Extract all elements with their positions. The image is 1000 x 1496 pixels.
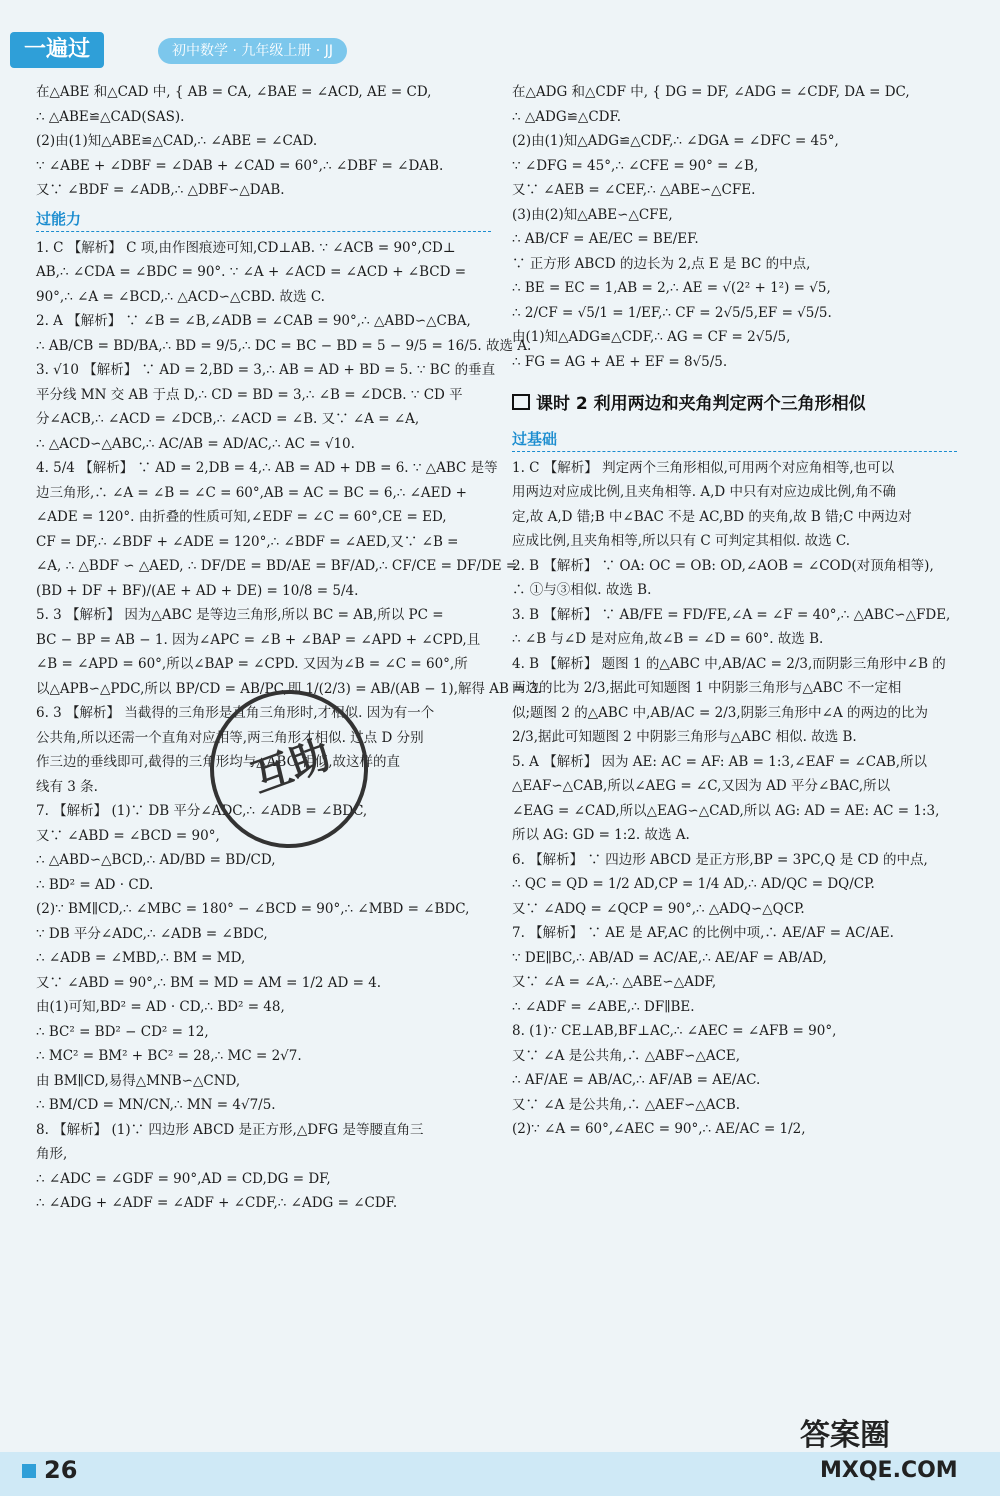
- page-number: 26: [44, 1456, 78, 1484]
- text-line: 角形,: [36, 1146, 68, 1162]
- text-line: (2)∵ BM∥CD,∴ ∠MBC = 180° − ∠BCD = 90°,∴ ∠MBD = ∠BDC,: [36, 901, 470, 917]
- text-line: 7. 【解析】 ∵ AE 是 AF,AC 的比例中项,∴ AE/AF = AC/AE.: [512, 925, 894, 941]
- text-line: 应成比例,且夹角相等,所以只有 C 可判定其相似. 故选 C.: [512, 533, 851, 549]
- text-line: ∵ ∠ABE + ∠DBF = ∠DAB + ∠CAD = 60°,∴ ∠DBF = ∠DAB.: [36, 157, 444, 174]
- text-line: 在△ABE 和△CAD 中, { AB = CA, ∠BAE = ∠ACD, AE = CD,: [36, 84, 432, 100]
- text-line: 分∠ACB,∴ ∠ACD = ∠DCB,∴ ∠ACD = ∠B. 又∵ ∠A = ∠A,: [36, 411, 420, 427]
- text-line: 似;题图 2 的△ABC 中,AB/AC = 2/3,阴影三角形中∠A 的两边的比为: [512, 704, 928, 721]
- text-line: 90°,∴ ∠A = ∠BCD,∴ △ACD∽△CBD. 故选 C.: [36, 288, 325, 305]
- text-line: ∴ ∠ADB = ∠MBD,∴ BM = MD,: [36, 950, 246, 966]
- text-line: ∴ 2/CF = √5/1 = 1/EF,∴ CF = 2√5/5,EF = √5/5.: [512, 304, 832, 321]
- text-line: (2)由(1)知△ADG≌△CDF,∴ ∠DGA = ∠DFC = 45°,: [512, 133, 839, 149]
- text-line: △EAF∽△CAB,所以∠AEG = ∠C,又因为 AD 平分∠BAC,所以: [512, 778, 891, 794]
- text-line: 3. √10 【解析】 ∵ AD = 2,BD = 3,∴ AB = AD + BD = 5. ∵ BC 的垂直: [36, 362, 496, 378]
- text-line: 又∵ ∠A = ∠A,∴ △ABE∽△ADF,: [512, 974, 717, 990]
- text-line: 5. 3 【解析】 因为△ABC 是等边三角形,所以 BC = AB,所以 PC =: [36, 607, 444, 623]
- text-line: 又∵ ∠ABD = 90°,∴ BM = MD = AM = 1/2 AD = 4.: [36, 974, 382, 991]
- text-line: 定,故 A,D 错;B 中∠BAC 不是 AC,BD 的夹角,故 B 错;C 中两边对: [512, 508, 912, 525]
- text-line: 5. A 【解析】 因为 AE: AC = AF: AB = 1:3,∠EAF = ∠CAB,所以: [512, 753, 928, 770]
- text-line: 1. C 【解析】 判定两个三角形相似,可用两个对应角相等,也可以: [512, 459, 895, 476]
- text-line: ∴ ∠ADC = ∠GDF = 90°,AD = CD,DG = DF,: [36, 1170, 331, 1187]
- right-column: [512, 80, 957, 1142]
- text-line: ∵ DE∥BC,∴ AB/AD = AC/AE,∴ AE/AF = AB/AD,: [512, 949, 827, 966]
- text-line: ∴ △ABE≌△CAD(SAS).: [36, 108, 185, 125]
- text-line: 4. B 【解析】 题图 1 的△ABC 中,AB/AC = 2/3,而阴影三角形中∠B 的: [512, 655, 946, 672]
- text-line: 又∵ ∠BDF = ∠ADB,∴ △DBF∽△DAB.: [36, 182, 285, 198]
- text-line: ∠A, ∴ △BDF ∽ △AED, ∴ DF/DE = BD/AE = BF/AD,∴ CF/CE = DF/DE =: [36, 558, 518, 574]
- subject-label: 初中数学 · 九年级上册 · JJ: [158, 38, 347, 64]
- text-line: 公共角,所以还需一个直角对应相等,两三角形才相似. 过点 D 分别: [36, 729, 424, 746]
- brand-logo: 一遍过: [10, 32, 104, 68]
- section-heading: 过能力: [36, 207, 491, 232]
- text-line: 用两边对应成比例,且夹角相等. A,D 中只有对应边成比例,角不确: [512, 484, 896, 500]
- text-line: ∴ BD² = AD · CD.: [36, 876, 154, 893]
- text-line: 由(1)知△ADG≌△CDF,∴ AG = CF = 2√5/5,: [512, 329, 791, 345]
- text-line: (2)由(1)知△ABE≌△CAD,∴ ∠ABE = ∠CAD.: [36, 133, 318, 149]
- text-line: (3)由(2)知△ABE∽△CFE,: [512, 206, 673, 223]
- text-line: AB,∴ ∠CDA = ∠BDC = 90°. ∵ ∠A + ∠ACD = ∠ACD + ∠BCD =: [36, 264, 467, 280]
- text-line: ∴ FG = AG + AE + EF = 8√5/5.: [512, 353, 728, 370]
- text-line: 在△ADG 和△CDF 中, { DG = DF, ∠ADG = ∠CDF, DA = DC,: [512, 84, 910, 100]
- lesson-title-text: 课时 2 利用两边和夹角判定两个三角形相似: [536, 394, 866, 414]
- text-line: (BD + DF + BF)/(AE + AD + DE) = 10/8 = 5/4.: [36, 582, 359, 599]
- page-marker: [22, 1464, 36, 1478]
- text-line: (2)∵ ∠A = 60°,∠AEC = 90°,∴ AE/AC = 1/2,: [512, 1121, 806, 1137]
- text-line: 又∵ ∠A 是公共角,∴ △ABF∽△ACE,: [512, 1047, 741, 1064]
- text-line: 由 BM∥CD,易得△MNB∽△CND,: [36, 1072, 241, 1089]
- text-line: ∴ BE = EC = 1,AB = 2,∴ AE = √(2² + 1²) = √5,: [512, 280, 831, 296]
- text-line: 8. (1)∵ CE⊥AB,BF⊥AC,∴ ∠AEC = ∠AFB = 90°,: [512, 1023, 837, 1039]
- text-line: ∴ △ADG≌△CDF.: [512, 108, 622, 125]
- text-line: ∴ △ABD∽△BCD,∴ AD/BD = BD/CD,: [36, 852, 276, 868]
- text-line: 又∵ ∠ABD = ∠BCD = 90°,: [36, 827, 220, 844]
- watermark-url: MXQE.COM: [820, 1458, 958, 1483]
- text-line: 2. B 【解析】 ∵ OA: OC = OB: OD,∠AOB = ∠COD(对顶角相等),: [512, 557, 934, 574]
- text-line: ∴ AB/CB = BD/BA,∴ BD = 9/5,∴ DC = BC − BD = 5 − 9/5 = 16/5. 故选 A.: [36, 337, 532, 354]
- text-line: ∴ QC = QD = 1/2 AD,CP = 1/4 AD,∴ AD/QC = DQ/CP.: [512, 876, 875, 892]
- text-line: ∴ △ACD∽△ABC,∴ AC/AB = AD/AC,∴ AC = √10.: [36, 435, 355, 452]
- text-line: 作三边的垂线即可,截得的三角形均与△ABC 相似,故这样的直: [36, 754, 401, 770]
- text-line: 1. C 【解析】 C 项,由作图痕迹可知,CD⊥AB. ∵ ∠ACB = 90°,CD⊥: [36, 239, 456, 256]
- text-line: ∵ ∠DFG = 45°,∴ ∠CFE = 90° = ∠B,: [512, 157, 759, 174]
- text-line: 线有 3 条.: [36, 778, 98, 795]
- text-line: 边三角形,∴ ∠A = ∠B = ∠C = 60°,AB = AC = BC = 6,∴ ∠AED +: [36, 484, 467, 501]
- text-line: 平分线 MN 交 AB 于点 D,∴ CD = BD = 3,∴ ∠B = ∠DCB. ∵ CD 平: [36, 386, 463, 403]
- lesson-title: [512, 392, 957, 417]
- text-line: ∴ MC² = BM² + BC² = 28,∴ MC = 2√7.: [36, 1048, 302, 1064]
- text-line: ∠EAG = ∠CAD,所以△EAG∽△CAD,所以 AG: AD = AE: AC = 1:3,: [512, 802, 940, 819]
- text-line: 又∵ ∠ADQ = ∠QCP = 90°,∴ △ADQ∽△QCP.: [512, 900, 805, 917]
- text-line: CF = DF,∴ ∠BDF + ∠ADE = 120°,∴ ∠BDF = ∠AED,又∵ ∠B =: [36, 533, 459, 550]
- text-line: 又∵ ∠A 是公共角,∴ △AEF∽△ACB.: [512, 1096, 741, 1113]
- text-line: ∴ AF/AE = AB/AC,∴ AF/AB = AE/AC.: [512, 1072, 761, 1088]
- text-line: 2. A 【解析】 ∵ ∠B = ∠B,∠ADB = ∠CAB = 90°,∴ △ABD∽△CBA,: [36, 313, 471, 329]
- text-line: 2/3,据此可知题图 2 中阴影三角形与△ABC 相似. 故选 B.: [512, 729, 857, 745]
- text-line: 6. 【解析】 ∵ 四边形 ABCD 是正方形,BP = 3PC,Q 是 CD 的中点,: [512, 851, 928, 868]
- text-line: 由(1)可知,BD² = AD · CD,∴ BD² = 48,: [36, 999, 285, 1015]
- text-line: 所以 AG: GD = 1:2. 故选 A.: [512, 827, 690, 843]
- text-line: BC − BP = AB − 1. 因为∠APC = ∠B + ∠BAP = ∠APD + ∠CPD,且: [36, 631, 481, 648]
- text-line: ∴ BC² = BD² − CD² = 12,: [36, 1023, 209, 1040]
- text-line: 7. 【解析】 (1)∵ DB 平分∠ADC,∴ ∠ADB = ∠BDC,: [36, 803, 368, 819]
- watermark-logo: 答案圈: [800, 1418, 890, 1453]
- text-line: ∵ 正方形 ABCD 的边长为 2,点 E 是 BC 的中点,: [512, 255, 811, 272]
- page-header: [0, 30, 1000, 72]
- text-line: ∵ DB 平分∠ADC,∴ ∠ADB = ∠BDC,: [36, 925, 268, 942]
- text-line: ∠ADE = 120°. 由折叠的性质可知,∠EDF = ∠C = 60°,CE = ED,: [36, 509, 447, 525]
- text-line: 6. 3 【解析】 当截得的三角形是直角三角形时,才相似. 因为有一个: [36, 705, 435, 721]
- lesson-icon: [512, 394, 530, 410]
- section-heading: 过基础: [512, 427, 957, 452]
- text-line: ∴ ∠ADG + ∠ADF = ∠ADF + ∠CDF,∴ ∠ADG = ∠CDF.: [36, 1195, 398, 1211]
- text-line: ∴ ∠B 与∠D 是对应角,故∠B = ∠D = 60°. 故选 B.: [512, 631, 824, 647]
- stamp-text: 互助: [245, 731, 337, 803]
- text-line: ∠B = ∠APD = 60°,所以∠BAP = ∠CPD. 又因为∠B = ∠C = 60°,所: [36, 656, 468, 672]
- text-line: 以△APB∽△PDC,所以 BP/CD = AB/PC,即 1/(2/3) = AB/(AB − 1),解得 AB = 3.: [36, 680, 542, 697]
- text-line: 两边的比为 2/3,据此可知题图 1 中阴影三角形与△ABC 不一定相: [512, 680, 902, 696]
- text-line: ∴ AB/CF = AE/EC = BE/EF.: [512, 231, 699, 247]
- text-line: ∴ ①与③相似. 故选 B.: [512, 582, 652, 598]
- text-line: 又∵ ∠AEB = ∠CEF,∴ △ABE∽△CFE.: [512, 182, 756, 198]
- text-line: ∴ ∠ADF = ∠ABE,∴ DF∥BE.: [512, 998, 695, 1015]
- text-line: 3. B 【解析】 ∵ AB/FE = FD/FE,∠A = ∠F = 40°,∴ △ABC∽△FDE,: [512, 606, 951, 623]
- text-line: 8. 【解析】 (1)∵ 四边形 ABCD 是正方形,△DFG 是等腰直角三: [36, 1121, 424, 1138]
- text-line: ∴ BM/CD = MN/CN,∴ MN = 4√7/5.: [36, 1097, 276, 1113]
- text-line: 4. 5/4 【解析】 ∵ AD = 2,DB = 4,∴ AB = AD + DB = 6. ∵ △ABC 是等: [36, 460, 498, 476]
